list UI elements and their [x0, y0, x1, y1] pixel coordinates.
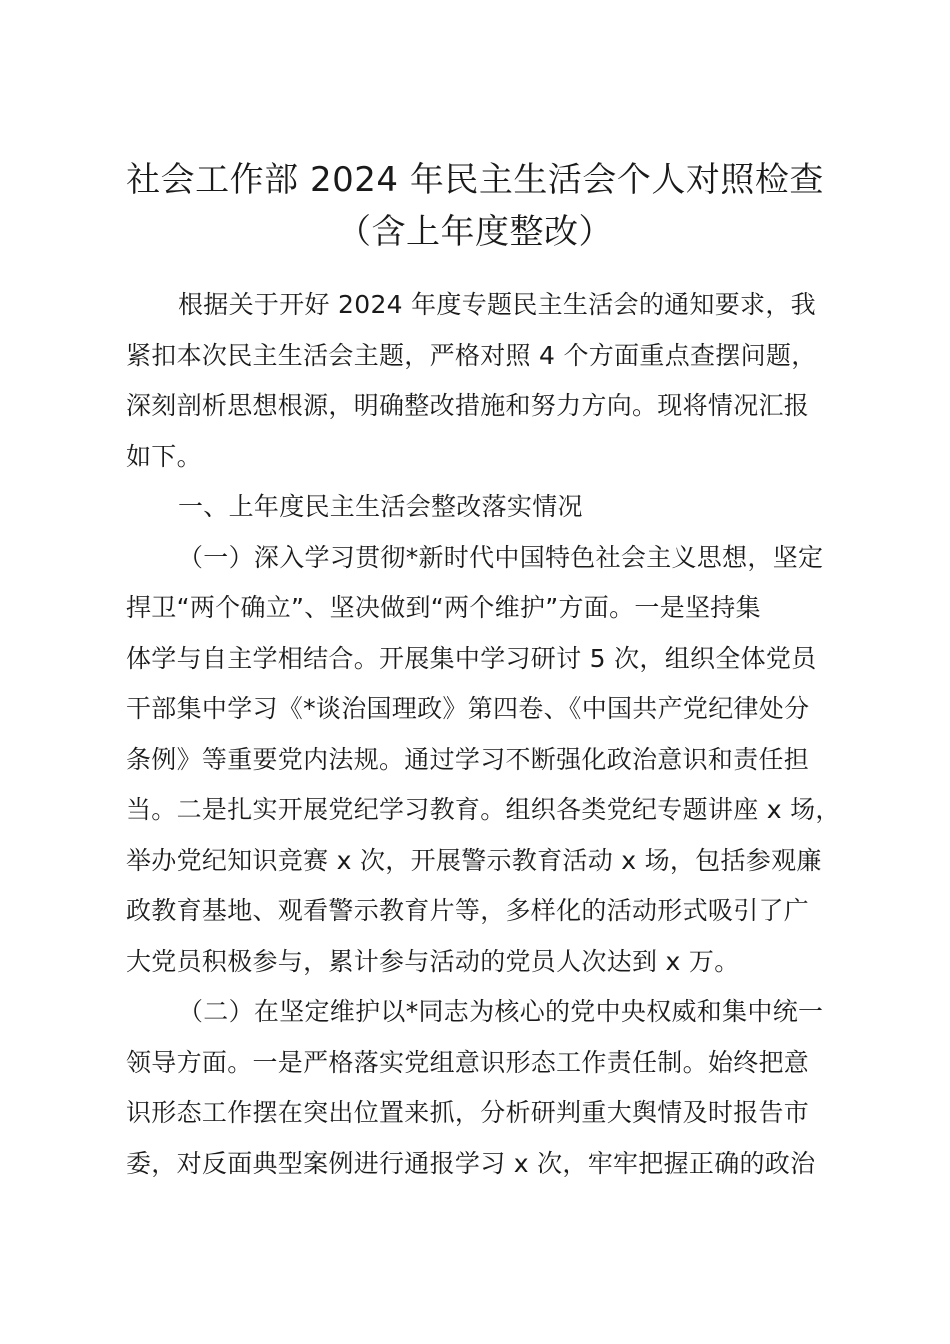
paragraph-line: 委，对反面典型案例进行通报学习 x 次，牢牢把握正确的政治 — [126, 1148, 816, 1178]
heading-line: 一、上年度民主生活会整改落实情况 — [178, 492, 583, 521]
paragraph-line: 条例》等重要党内法规。通过学习不断强化政治意识和责任担 — [126, 744, 810, 774]
paragraph-line: （一）深入学习贯彻*新时代中国特色社会主义思想，坚定 — [178, 542, 824, 572]
paragraph-line: 根据关于开好 2024 年度专题民主生活会的通知要求，我 — [178, 290, 816, 319]
section-heading — [126, 482, 836, 533]
title-line: 社会工作部 2024 年民主生活会个人对照检查 — [126, 160, 824, 200]
paragraph-line: 体学与自主学相结合。开展集中学习研讨 5 次，组织全体党员 — [126, 643, 817, 673]
paragraph-line: 识形态工作摆在突出位置来抓，分析研判重大舆情及时报告市 — [126, 1098, 810, 1127]
paragraph-line: （二）在坚定维护以*同志为核心的党中央权威和集中统一 — [178, 997, 824, 1026]
body-paragraph — [126, 533, 841, 988]
paragraph-line: 深刻剖析思想根源，明确整改措施和努力方向。现将情况汇报 — [126, 391, 810, 420]
paragraph-line: 大党员积极参与，累计参与活动的党员人次达到 x 万。 — [126, 946, 740, 976]
paragraph-line: 干部集中学习《*谈治国理政》第四卷、《中国共产党纪律处分 — [126, 694, 810, 723]
paragraph-line: 举办党纪知识竞赛 x 次，开展警示教育活动 x 场，包括参观廉 — [126, 845, 822, 875]
document-title — [100, 154, 850, 258]
subtitle-line: （含上年度整改） — [337, 212, 613, 252]
document-body — [126, 280, 841, 1189]
paragraph-line: 如下。 — [126, 441, 202, 471]
paragraph-line: 领导方面。一是严格落实党组意识形态工作责任制。始终把意 — [126, 1047, 810, 1077]
intro-paragraph — [126, 280, 836, 482]
paragraph-line: 捍卫“两个确立”、坚决做到“两个维护”方面。一是坚持集 — [126, 593, 761, 622]
paragraph-line: 政教育基地、观看警示教育片等，多样化的活动形式吸引了广 — [126, 896, 810, 925]
paragraph-line: 当。二是扎实开展党纪学习教育。组织各类党纪专题讲座 x 场， — [126, 795, 841, 824]
body-paragraph — [126, 987, 836, 1189]
paragraph-line: 紧扣本次民主生活会主题，严格对照 4 个方面重点查摆问题， — [126, 340, 817, 370]
